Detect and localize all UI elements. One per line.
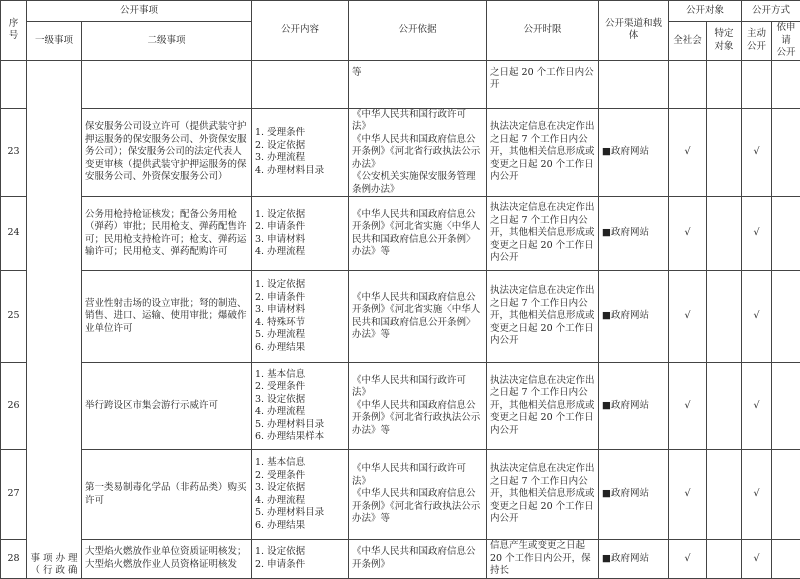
row-seq: 26 [1,363,27,450]
row-active: √ [742,540,772,579]
row-level2: 公务用枪持枪证核发；配备公务用枪（弹药）审批；民用枪支、弹药配售许可；民用枪支持枪许可；枪支、弹药运输许可；民用枪支、弹药配购许可 [82,197,252,271]
row-active: √ [742,197,772,271]
row-request [772,450,800,540]
row-basis: 《中华人民共和国政府信息公开条例》 [349,540,487,579]
header-whole-society: 全社会 [669,22,707,61]
row-request [772,108,800,197]
row-basis: 《中华人民共和国政府信息公开条例》《河北省实施〈中华人民共和国政府信息公开条例〉办法》等 [349,197,487,271]
row-request [772,540,800,579]
header-basis: 公开依据 [349,1,487,61]
header-content: 公开内容 [252,1,349,61]
row-level2 [82,60,252,108]
row-seq: 23 [1,108,27,197]
row-content: 1. 基本信息 2. 受理条件 3. 设定依据 4. 办理流程 5. 办理材料目录 6. 办理结果 [252,450,349,540]
row-level2: 第一类易制毒化学品（非药品类）购买许可 [82,450,252,540]
row-time-limit: 执法决定信息在决定作出之日起 7 个工作日内公开，其他相关信息形成或变更之日起 20 个工作日内公开 [487,271,599,363]
header-target: 公开对象 [669,1,742,22]
table-row [1,108,800,197]
row-content: 1. 设定依据 2. 申请条件 3. 申请材料 4. 办理流程 [252,197,349,271]
table-row [1,540,800,579]
row-specific [707,60,742,108]
row-level1: 事 项 办 理 （ 行 政 确 [27,60,82,578]
header-method: 公开方式 [742,1,800,22]
row-time-limit: 执法决定信息在决定作出之日起 7 个工作日内公开，其他相关信息形成或变更之日起 20 个工作日内公开 [487,450,599,540]
row-channel: ■政府网站 [599,363,669,450]
header-level2: 二级事项 [82,22,252,61]
row-whole: √ [669,108,707,197]
row-specific [707,363,742,450]
row-level2: 举行跨设区市集会游行示威许可 [82,363,252,450]
row-level2: 营业性射击场的设立审批；弩的制造、销售、进口、运输、使用审批；爆破作业单位许可 [82,271,252,363]
row-basis: 《中华人民共和国行政许可法》 《中华人民共和国政府信息公开条例》《河北省行政执法公示办法》等 [349,450,487,540]
header-public-items: 公开事项 [27,1,252,22]
row-content: 1. 设定依据 2. 申请条件 3. 申请材料 4. 特殊环节 5. 办理流程 6. 办理结果 [252,271,349,363]
row-time-limit: 执法决定信息在决定作出之日起 7 个工作日内公开，其他相关信息形成或变更之日起 20 个工作日内公开 [487,108,599,197]
row-content [252,60,349,108]
header-level1: 一级事项 [27,22,82,61]
row-active: √ [742,108,772,197]
row-request [772,60,800,108]
row-request [772,271,800,363]
header-active: 主动 公开 [742,22,772,61]
row-specific [707,540,742,579]
row-whole: √ [669,197,707,271]
row-seq: 27 [1,450,27,540]
row-request [772,197,800,271]
header-specific: 特定 对象 [707,22,742,61]
row-specific [707,450,742,540]
row-whole: √ [669,363,707,450]
row-active [742,60,772,108]
table-row [1,363,800,450]
row-channel: ■政府网站 [599,108,669,197]
row-whole: √ [669,450,707,540]
row-seq [1,60,27,108]
row-basis: 《中华人民共和国行政许可法》 《中华人民共和国政府信息公开条例》《河北省行政执法公示办法》等 [349,363,487,450]
table-row [1,197,800,271]
table-row [1,60,800,108]
row-whole: √ [669,271,707,363]
row-content: 1. 受理条件 2. 设定依据 3. 办理流程 4. 办理材料目录 [252,108,349,197]
row-channel [599,60,669,108]
row-channel: ■政府网站 [599,540,669,579]
row-whole [669,60,707,108]
header-seq: 序 号 [1,1,27,61]
row-content: 1. 基本信息 2. 受理条件 3. 设定依据 4. 办理流程 5. 办理材料目录 6. 办理结果样本 [252,363,349,450]
row-time-limit: 执法决定信息在决定作出之日起 7 个工作日内公开，其他相关信息形成或变更之日起 20 个工作日内公开 [487,363,599,450]
row-seq: 24 [1,197,27,271]
row-basis: 《中华人民共和国行政许可法》 《中华人民共和国政府信息公开条例》《河北省行政执法公示办法》 《公安机关实施保安服务管理条例办法》 [349,108,487,197]
table-row [1,271,800,363]
header-channel: 公开渠道和载体 [599,1,669,61]
row-channel: ■政府网站 [599,450,669,540]
row-whole: √ [669,540,707,579]
header-on-request: 依申请 公开 [772,22,800,61]
row-time-limit: 信息产生或变更之日起 20 个工作日内公开，保持长 [487,540,599,579]
row-basis: 等 [349,60,487,108]
row-active: √ [742,450,772,540]
row-specific [707,108,742,197]
row-specific [707,197,742,271]
row-seq: 28 [1,540,27,579]
row-specific [707,271,742,363]
row-time-limit: 执法决定信息在决定作出之日起 7 个工作日内公开，其他相关信息形成或变更之日起 20 个工作日内公开 [487,197,599,271]
row-channel: ■政府网站 [599,271,669,363]
row-content: 1. 设定依据 2. 申请条件 [252,540,349,579]
header-time-limit: 公开时限 [487,1,599,61]
row-level2: 保安服务公司设立许可（提供武装守护押运服务的保安服务公司、外资保安服务公司）；保安服务公司的法定代表人变更审核（提供武装守护押运服务的保安服务公司、外资保安服务公司） [82,108,252,197]
row-basis: 《中华人民共和国政府信息公开条例》《河北省实施〈中华人民共和国政府信息公开条例〉办法》等 [349,271,487,363]
row-active: √ [742,271,772,363]
row-time-limit: 之日起 20 个工作日内公开 [487,60,599,108]
table-row [1,450,800,540]
row-active: √ [742,363,772,450]
row-channel: ■政府网站 [599,197,669,271]
row-seq: 25 [1,271,27,363]
row-level2: 大型焰火燃放作业单位资质证明核发；大型焰火燃放作业人员资格证明核发 [82,540,252,579]
row-request [772,363,800,450]
